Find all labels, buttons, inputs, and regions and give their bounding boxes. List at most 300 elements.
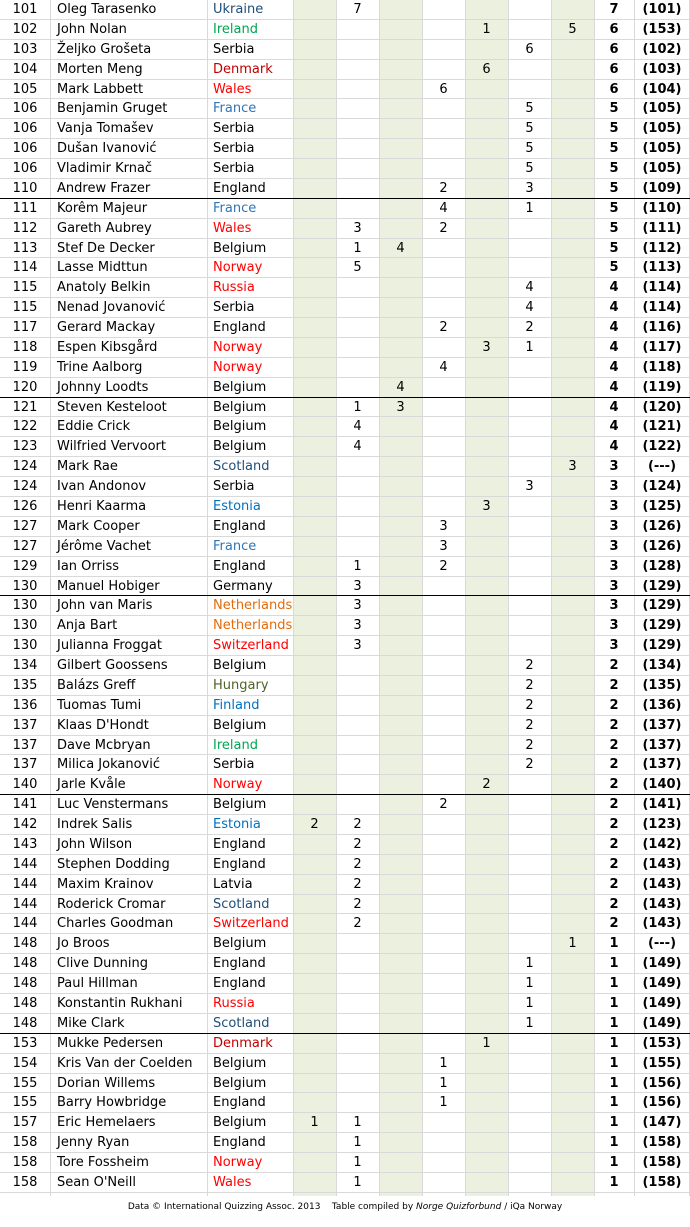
score-cell xyxy=(293,1173,336,1192)
score-cell xyxy=(379,60,422,79)
score-cell xyxy=(422,0,465,19)
score-cell xyxy=(336,477,379,496)
score-cell xyxy=(379,835,422,854)
table-row xyxy=(0,577,690,597)
score-cell xyxy=(379,1153,422,1172)
score-cell xyxy=(465,457,508,476)
country-cell: England xyxy=(213,976,266,992)
rank-cell: 134 xyxy=(12,658,38,674)
player-name: Benjamin Gruget xyxy=(57,101,168,117)
score-cell: 2 xyxy=(525,737,534,753)
country-cell: Belgium xyxy=(213,936,267,952)
score-cell xyxy=(336,80,379,99)
score-cell xyxy=(422,1034,465,1053)
score-cell xyxy=(465,1113,508,1132)
total-cell: 4 xyxy=(609,359,619,375)
country-cell: Russia xyxy=(213,280,255,296)
total-cell: 3 xyxy=(609,518,619,534)
score-cell xyxy=(465,258,508,277)
table-row xyxy=(0,0,690,20)
score-cell xyxy=(508,1093,551,1112)
table-row xyxy=(0,934,690,954)
score-cell xyxy=(551,736,594,755)
total-cell: 7 xyxy=(609,2,619,17)
score-cell xyxy=(551,1093,594,1112)
previous-rank-cell: (120) xyxy=(642,399,682,415)
previous-rank-cell: (125) xyxy=(642,499,682,514)
score-cell xyxy=(379,20,422,39)
score-cell xyxy=(551,60,594,79)
player-name: Mark Labbett xyxy=(57,81,144,97)
score-cell xyxy=(422,20,465,39)
total-cell: 3 xyxy=(609,558,619,574)
score-cell xyxy=(422,1014,465,1033)
score-cell xyxy=(293,99,336,118)
score-cell: 1 xyxy=(568,936,577,952)
previous-rank-cell: (128) xyxy=(642,558,682,574)
total-cell: 1 xyxy=(609,1155,619,1171)
previous-rank-cell: (105) xyxy=(642,141,682,157)
score-cell xyxy=(508,537,551,556)
previous-rank-cell: (129) xyxy=(642,598,682,614)
country-cell: Russia xyxy=(213,996,255,1011)
score-cell: 5 xyxy=(525,101,534,117)
previous-rank-cell: (118) xyxy=(642,359,682,375)
total-cell: 3 xyxy=(609,598,619,614)
score-cell xyxy=(293,875,336,894)
score-cell xyxy=(551,378,594,397)
score-cell xyxy=(508,577,551,596)
score-cell xyxy=(551,1113,594,1132)
previous-rank-cell: (153) xyxy=(642,21,682,37)
score-cell xyxy=(465,895,508,914)
total-cell: 1 xyxy=(609,1115,619,1131)
score-cell xyxy=(508,517,551,536)
player-name: Jo Broos xyxy=(57,936,110,952)
score-cell xyxy=(551,1034,594,1053)
previous-rank-cell: (---) xyxy=(647,936,677,952)
score-cell: 1 xyxy=(353,1155,362,1171)
table-row xyxy=(0,199,690,219)
score-cell xyxy=(551,497,594,516)
score-cell xyxy=(293,656,336,675)
table-row xyxy=(0,437,690,457)
previous-rank-cell: (149) xyxy=(642,996,682,1011)
score-cell xyxy=(465,875,508,894)
score-cell xyxy=(551,994,594,1013)
score-cell: 2 xyxy=(353,817,362,833)
score-cell xyxy=(379,557,422,576)
rank-cell: 106 xyxy=(12,121,38,137)
score-cell xyxy=(379,577,422,596)
country-cell: England xyxy=(213,956,266,972)
score-cell xyxy=(293,457,336,476)
score-cell xyxy=(465,1153,508,1172)
rank-cell: 142 xyxy=(12,817,38,833)
score-cell xyxy=(293,696,336,715)
score-cell xyxy=(293,1153,336,1172)
rank-cell: 130 xyxy=(12,618,38,634)
country-cell: Ukraine xyxy=(213,2,264,17)
table-row xyxy=(0,239,690,259)
total-cell: 1 xyxy=(609,1015,619,1031)
score-cell xyxy=(379,994,422,1013)
table-row xyxy=(0,875,690,895)
score-cell xyxy=(422,497,465,516)
score-cell: 2 xyxy=(439,320,448,336)
score-cell xyxy=(508,1074,551,1093)
score-cell xyxy=(551,318,594,337)
score-cell xyxy=(465,398,508,417)
country-cell: England xyxy=(213,1095,266,1111)
score-cell xyxy=(293,994,336,1013)
score-cell xyxy=(465,636,508,655)
score-cell: 2 xyxy=(439,220,448,236)
total-cell: 2 xyxy=(609,717,619,733)
score-cell xyxy=(422,119,465,138)
rank-cell: 148 xyxy=(12,956,38,972)
previous-rank-cell: (134) xyxy=(642,658,682,674)
total-cell: 1 xyxy=(609,1135,619,1151)
table-row xyxy=(0,219,690,239)
previous-rank-cell: (116) xyxy=(642,320,682,336)
previous-rank-cell: (119) xyxy=(642,379,682,395)
score-cell xyxy=(379,676,422,695)
score-cell xyxy=(422,378,465,397)
rank-cell: 148 xyxy=(12,996,38,1011)
rank-cell: 144 xyxy=(12,856,38,872)
previous-rank-cell: (147) xyxy=(642,1115,682,1131)
total-cell: 4 xyxy=(609,280,619,296)
rank-cell: 117 xyxy=(12,320,38,336)
score-cell xyxy=(465,298,508,317)
score-cell xyxy=(293,1034,336,1053)
score-cell xyxy=(465,974,508,993)
score-cell xyxy=(336,656,379,675)
score-cell xyxy=(293,755,336,774)
score-cell xyxy=(508,795,551,814)
score-cell: 2 xyxy=(439,558,448,574)
score-cell xyxy=(293,596,336,615)
country-cell: Belgium xyxy=(213,717,267,733)
score-cell xyxy=(465,199,508,218)
score-cell xyxy=(379,974,422,993)
player-name: Gareth Aubrey xyxy=(57,220,152,236)
rank-cell: 155 xyxy=(12,1075,38,1091)
player-name: Mukke Pedersen xyxy=(57,1035,164,1051)
score-cell xyxy=(551,258,594,277)
rank-cell: 126 xyxy=(12,499,38,514)
rank-cell: 144 xyxy=(12,916,38,932)
rank-cell: 127 xyxy=(12,518,38,534)
score-cell xyxy=(551,139,594,158)
country-cell: Estonia xyxy=(213,817,261,833)
total-cell: 4 xyxy=(609,379,619,395)
table-row xyxy=(0,775,690,795)
score-cell xyxy=(465,139,508,158)
total-cell: 5 xyxy=(609,220,619,236)
previous-rank-cell: (114) xyxy=(642,300,682,316)
score-cell xyxy=(465,278,508,297)
country-cell: Belgium xyxy=(213,439,267,455)
score-cell xyxy=(551,815,594,834)
score-cell: 1 xyxy=(353,399,362,415)
total-cell: 6 xyxy=(609,81,619,97)
score-cell xyxy=(379,855,422,874)
score-cell xyxy=(379,716,422,735)
score-cell xyxy=(508,398,551,417)
score-cell xyxy=(293,417,336,436)
score-cell xyxy=(551,338,594,357)
score-cell xyxy=(551,676,594,695)
table-row xyxy=(0,616,690,636)
score-cell: 2 xyxy=(525,658,534,674)
score-cell xyxy=(508,239,551,258)
score-cell: 2 xyxy=(439,180,448,196)
score-cell xyxy=(465,437,508,456)
table-row xyxy=(0,80,690,100)
player-name: Dorian Willems xyxy=(57,1075,156,1091)
score-cell xyxy=(293,159,336,178)
score-cell xyxy=(336,1014,379,1033)
score-cell xyxy=(422,994,465,1013)
score-cell: 3 xyxy=(353,598,362,614)
rank-cell: 144 xyxy=(12,896,38,912)
score-cell: 2 xyxy=(525,677,534,693)
rank-cell: 130 xyxy=(12,638,38,654)
previous-rank-cell: (111) xyxy=(642,220,682,236)
total-cell: 3 xyxy=(609,578,619,594)
country-cell: Belgium xyxy=(213,1075,267,1091)
country-cell: Serbia xyxy=(213,141,255,157)
score-cell xyxy=(551,855,594,874)
score-cell: 6 xyxy=(525,41,534,57)
score-cell xyxy=(379,159,422,178)
score-cell xyxy=(293,616,336,635)
player-name: John Nolan xyxy=(57,21,127,37)
rank-cell: 106 xyxy=(12,161,38,177)
score-cell xyxy=(422,775,465,794)
previous-rank-cell: (158) xyxy=(642,1155,682,1171)
rank-cell: 129 xyxy=(12,558,38,574)
score-cell xyxy=(551,517,594,536)
country-cell: England xyxy=(213,320,266,336)
score-cell: 1 xyxy=(353,1115,362,1131)
table-row xyxy=(0,994,690,1014)
score-cell xyxy=(465,954,508,973)
country-cell: France xyxy=(213,200,257,216)
score-cell xyxy=(465,934,508,953)
score-cell: 7 xyxy=(353,2,362,17)
player-name: Konstantin Rukhani xyxy=(57,996,183,1011)
score-cell xyxy=(465,855,508,874)
previous-rank-cell: (104) xyxy=(642,81,682,97)
score-cell xyxy=(465,914,508,933)
score-cell xyxy=(551,1074,594,1093)
score-cell xyxy=(336,338,379,357)
total-cell: 2 xyxy=(609,817,619,833)
score-cell: 6 xyxy=(439,81,448,97)
player-name: John Wilson xyxy=(57,836,133,852)
score-cell xyxy=(465,80,508,99)
player-name: Clive Dunning xyxy=(57,956,148,972)
score-cell xyxy=(551,417,594,436)
player-name: Stef De Decker xyxy=(57,240,155,256)
score-cell xyxy=(551,398,594,417)
score-cell xyxy=(508,497,551,516)
score-cell: 4 xyxy=(525,280,534,296)
score-cell xyxy=(422,239,465,258)
rank-cell: 158 xyxy=(12,1155,38,1171)
score-cell xyxy=(336,1034,379,1053)
rank-cell: 121 xyxy=(12,399,38,415)
score-cell xyxy=(551,716,594,735)
previous-rank-cell: (110) xyxy=(642,200,682,216)
score-cell xyxy=(422,656,465,675)
rank-cell: 118 xyxy=(12,339,38,355)
previous-rank-cell: (109) xyxy=(642,180,682,196)
score-cell xyxy=(422,139,465,158)
score-cell: 1 xyxy=(525,976,534,992)
score-cell xyxy=(465,378,508,397)
score-cell: 3 xyxy=(525,479,534,495)
player-name: Morten Meng xyxy=(57,61,143,77)
score-cell xyxy=(508,457,551,476)
score-cell xyxy=(379,278,422,297)
table-row xyxy=(0,1173,690,1193)
score-cell xyxy=(551,775,594,794)
previous-rank-cell: (---) xyxy=(647,459,677,475)
score-cell xyxy=(465,119,508,138)
previous-rank-cell: (135) xyxy=(642,677,682,693)
score-cell xyxy=(336,716,379,735)
table-row xyxy=(0,855,690,875)
country-cell: Netherlands xyxy=(213,598,293,614)
country-cell: France xyxy=(213,538,257,554)
score-cell xyxy=(422,278,465,297)
score-cell xyxy=(551,616,594,635)
score-cell xyxy=(379,1074,422,1093)
score-cell xyxy=(293,20,336,39)
score-cell xyxy=(465,835,508,854)
score-cell xyxy=(293,358,336,377)
score-cell xyxy=(508,417,551,436)
score-cell xyxy=(422,1113,465,1132)
score-cell: 2 xyxy=(525,717,534,733)
score-cell: 1 xyxy=(525,996,534,1011)
total-cell: 3 xyxy=(609,638,619,654)
table-row xyxy=(0,20,690,40)
total-cell: 3 xyxy=(609,479,619,495)
rank-cell: 135 xyxy=(12,677,38,693)
table-row xyxy=(0,119,690,139)
score-cell xyxy=(465,537,508,556)
rank-cell: 137 xyxy=(12,717,38,733)
score-cell: 4 xyxy=(353,439,362,455)
score-cell xyxy=(293,835,336,854)
score-cell: 2 xyxy=(353,836,362,852)
score-cell xyxy=(379,358,422,377)
score-cell xyxy=(379,219,422,238)
score-cell xyxy=(293,934,336,953)
score-cell xyxy=(422,417,465,436)
country-cell: Belgium xyxy=(213,1055,267,1071)
score-cell: 5 xyxy=(525,121,534,137)
score-cell xyxy=(465,557,508,576)
score-cell xyxy=(422,954,465,973)
score-cell: 1 xyxy=(439,1055,448,1071)
score-cell xyxy=(293,974,336,993)
rank-cell: 148 xyxy=(12,936,38,952)
score-cell: 3 xyxy=(353,578,362,594)
rank-cell: 141 xyxy=(12,797,38,813)
rank-cell: 119 xyxy=(12,359,38,375)
score-cell xyxy=(336,994,379,1013)
country-cell: England xyxy=(213,180,266,196)
total-cell: 2 xyxy=(609,836,619,852)
player-name: Dušan Ivanović xyxy=(57,141,157,157)
rank-cell: 124 xyxy=(12,479,38,495)
table-row xyxy=(0,477,690,497)
score-cell xyxy=(379,934,422,953)
score-cell xyxy=(465,1093,508,1112)
rank-cell: 101 xyxy=(12,2,38,17)
score-cell xyxy=(379,736,422,755)
total-cell: 6 xyxy=(609,21,619,37)
score-cell xyxy=(293,378,336,397)
previous-rank-cell: (112) xyxy=(642,240,682,256)
country-cell: Belgium xyxy=(213,419,267,435)
score-cell xyxy=(551,199,594,218)
previous-rank-cell: (123) xyxy=(642,817,682,833)
country-cell: Norway xyxy=(213,777,263,793)
table-row xyxy=(0,1034,690,1054)
table-row xyxy=(0,338,690,358)
score-cell xyxy=(293,437,336,456)
player-name: Jarle Kvåle xyxy=(57,777,126,793)
previous-rank-cell: (129) xyxy=(642,578,682,594)
score-cell xyxy=(293,278,336,297)
previous-rank-cell: (158) xyxy=(642,1174,682,1190)
score-cell xyxy=(551,99,594,118)
score-cell xyxy=(508,775,551,794)
score-cell xyxy=(293,219,336,238)
table-row xyxy=(0,457,690,477)
player-name: Mark Cooper xyxy=(57,518,140,534)
total-cell: 1 xyxy=(609,1075,619,1091)
score-cell xyxy=(422,457,465,476)
score-cell xyxy=(336,755,379,774)
score-cell: 5 xyxy=(525,161,534,177)
player-name: Anja Bart xyxy=(57,618,118,634)
total-cell: 5 xyxy=(609,141,619,157)
score-cell xyxy=(293,676,336,695)
country-cell: Wales xyxy=(213,81,252,97)
total-cell: 4 xyxy=(609,339,619,355)
previous-rank-cell: (102) xyxy=(642,41,682,57)
score-cell xyxy=(551,358,594,377)
score-cell xyxy=(422,676,465,695)
player-name: Johnny Loodts xyxy=(57,379,149,395)
score-cell xyxy=(508,934,551,953)
total-cell: 2 xyxy=(609,777,619,793)
rank-cell: 153 xyxy=(12,1035,38,1051)
score-cell xyxy=(422,636,465,655)
score-cell xyxy=(551,80,594,99)
table-row xyxy=(0,676,690,696)
score-cell: 2 xyxy=(353,876,362,892)
table-row xyxy=(0,736,690,756)
